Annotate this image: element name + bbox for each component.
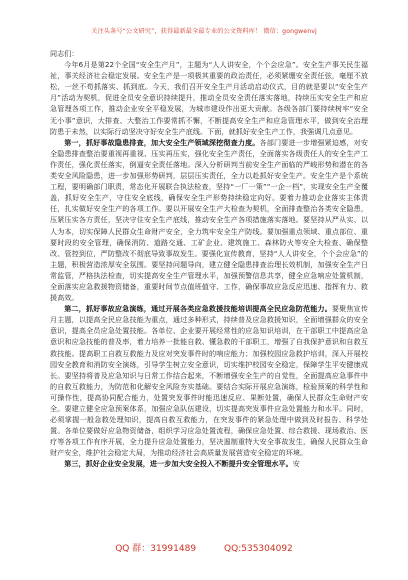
paragraph-section-2 xyxy=(50,303,368,458)
footer-qq-number: QQ:535304092 xyxy=(224,544,293,554)
paragraph-section-3 xyxy=(50,458,368,469)
paragraph-intro-text: 今年6月是第22个全国“安全生产月”，主题为“人人讲安全，个个会应急”。安全生产事关民生福祉，事关经济社会稳定发展。安全生产是一项极其重要的政治责任，必须紧绷安全责任弦，毫厘不放松，一丝不苟抓落实、抓到底。今天，我们召开安全生产月活动启动仪式，目的就是要以“安全生产月”活动为契机，促进全员安全意识持续提升，推动全员安全责任落实落地，持续压实安全生产和应急管理各项工作，推动企业安全平稳发展，为城市建设作出更大贡献。各级各部门要持续树牢“安全无小事”意识，大排查、大整治工作要常抓不懈，不断提高安全生产和应急管理水平，做到安全治理防患于未然，以实际行动坚决守好安全生产底线。下面，就抓好安全生产工作，我强调几点意见。 xyxy=(50,60,368,136)
section-3-heading: 第三，抓好企业安全发展，进一步加大安全投入不断提升安全管理水平。 xyxy=(64,459,293,469)
section-2-text: 要聚焦宣传月主题，以提高全民应急技能为重点，通过多种形式，持续普及应急救援知识，全面增强群众的安全意识，提高全员应急处置技能。各单位、企业要开展经常性的应急知识培训，在干部职工中提高应急意识和应急技能的普及率，着力培养一批能自救、懂急救的干部职工，增强了自我保护意识和自救互救技能。提高职工自救互救能力及应对突发事件时的响应能力；加强校园应急救护培训，深入开展校园安全教育和消防安全演练，引导学生树立安全意识，切实维护校园安全稳定，保障学生平安健康成长。要坚持将普及应急知识与日常工作结合起来，不断增强安全生产的自觉性，全面提高应急事件中的自救互救能力，为防范和化解安全风险夯实基础。要结合实际开展应急演练，检验预案的科学性和可操作性，提高协同配合能力，处置突发事件时能迅速反应、果断处置，确保人民群众生命财产安全。要建立健全应急预案体系，加强应急队伍建设，切实提高突发事件应急处置能力和水平。同时，必须掌握一般急救处理知识，提高自救互救能力，在突发事件的紧急处理中做到及时报告、科学处置。各单位要做好应急物资储备，组织学习应急处置流程，确保应急处置、综合救援、现场救治、医疗等各项工作有序开展，全力提升应急处置能力，坚决遏制重特大安全事故发生，确保人民群众生命财产安全，维护社会稳定大局，为推动经济社会高质量发展营造安全稳定的环境。 xyxy=(50,304,368,458)
section-3-text: 安 xyxy=(292,459,300,469)
speech-body xyxy=(50,48,368,470)
paragraph-section-1 xyxy=(50,137,368,303)
footer-qq-group: QQ 群：31991489 xyxy=(115,544,197,554)
paragraph-intro xyxy=(50,59,368,137)
promo-banner: 关注头条号“公文研究”，获得最新最全最专业的公文资料库！ 微信：gongwenvj xyxy=(91,28,317,35)
footer-contact xyxy=(0,543,408,555)
greeting: 同志们： xyxy=(50,49,79,58)
section-2-heading: 第二，抓好事故应急演练，通过开展各类应急救援技能培训提高全民应急防范能力。 xyxy=(64,304,332,314)
section-1-text: 各部门要进一步增强紧迫感，对安全隐患排查整治要重视再重视、压实再压实，强化安全生产责任，全面落实各级责任人的安全生产工作责任，强化责任落实，倒逼安全责任落地。深入分析研判当前安全生产面临的严峻形势和潜在的各类安全风险隐患，进一步加强形势研判，层层压实责任，全力以赴抓好安全生产。安全生产是个系统工程，要明确部门职责，常态化开展联合执法检查，坚持“一厂一策”“一企一档”，实现安全生产全覆盖，抓好安全生产，守住安全底线，确保安全生产形势持续稳定向好。要着力推动企业落实主体责任，扎实做好安全生产的各项工作。要以开展安全生产大检查为契机，全面排查整治各类安全隐患，压紧压实各方责任，坚决守住安全生产底线，推动安全生产各项措施落实落地。要坚持从严从实、以人为本，切实保障人民群众生命财产安全，全力筑牢安全生产防线。要加强重点领域、重点部位、重要时段的安全管理，确保消防、道路交通、工矿企业、建筑施工、森林防火等安全大检查、确保整改、管控到位，严防整改不彻底导致事故发生。要强化宣传教育，坚持“人人讲安全，个个会应急”的主题，积极营造浓厚安全氛围。要坚持问题导向，建立健全隐患排查治理长效机制，加强安全生产日常监管，严格执法检查，切实提高安全生产管理水平，加强预警信息共享，健全应急响应处置机制，全面落实应急救援物资储备，重要时间节点值班值守、工作，确保事故应急反应迅速、指挥有力、救援高效。 xyxy=(50,137,368,303)
section-1-heading: 第一，抓好事故隐患排查，加大安全生产领域深挖彻查力度。 xyxy=(64,137,260,147)
